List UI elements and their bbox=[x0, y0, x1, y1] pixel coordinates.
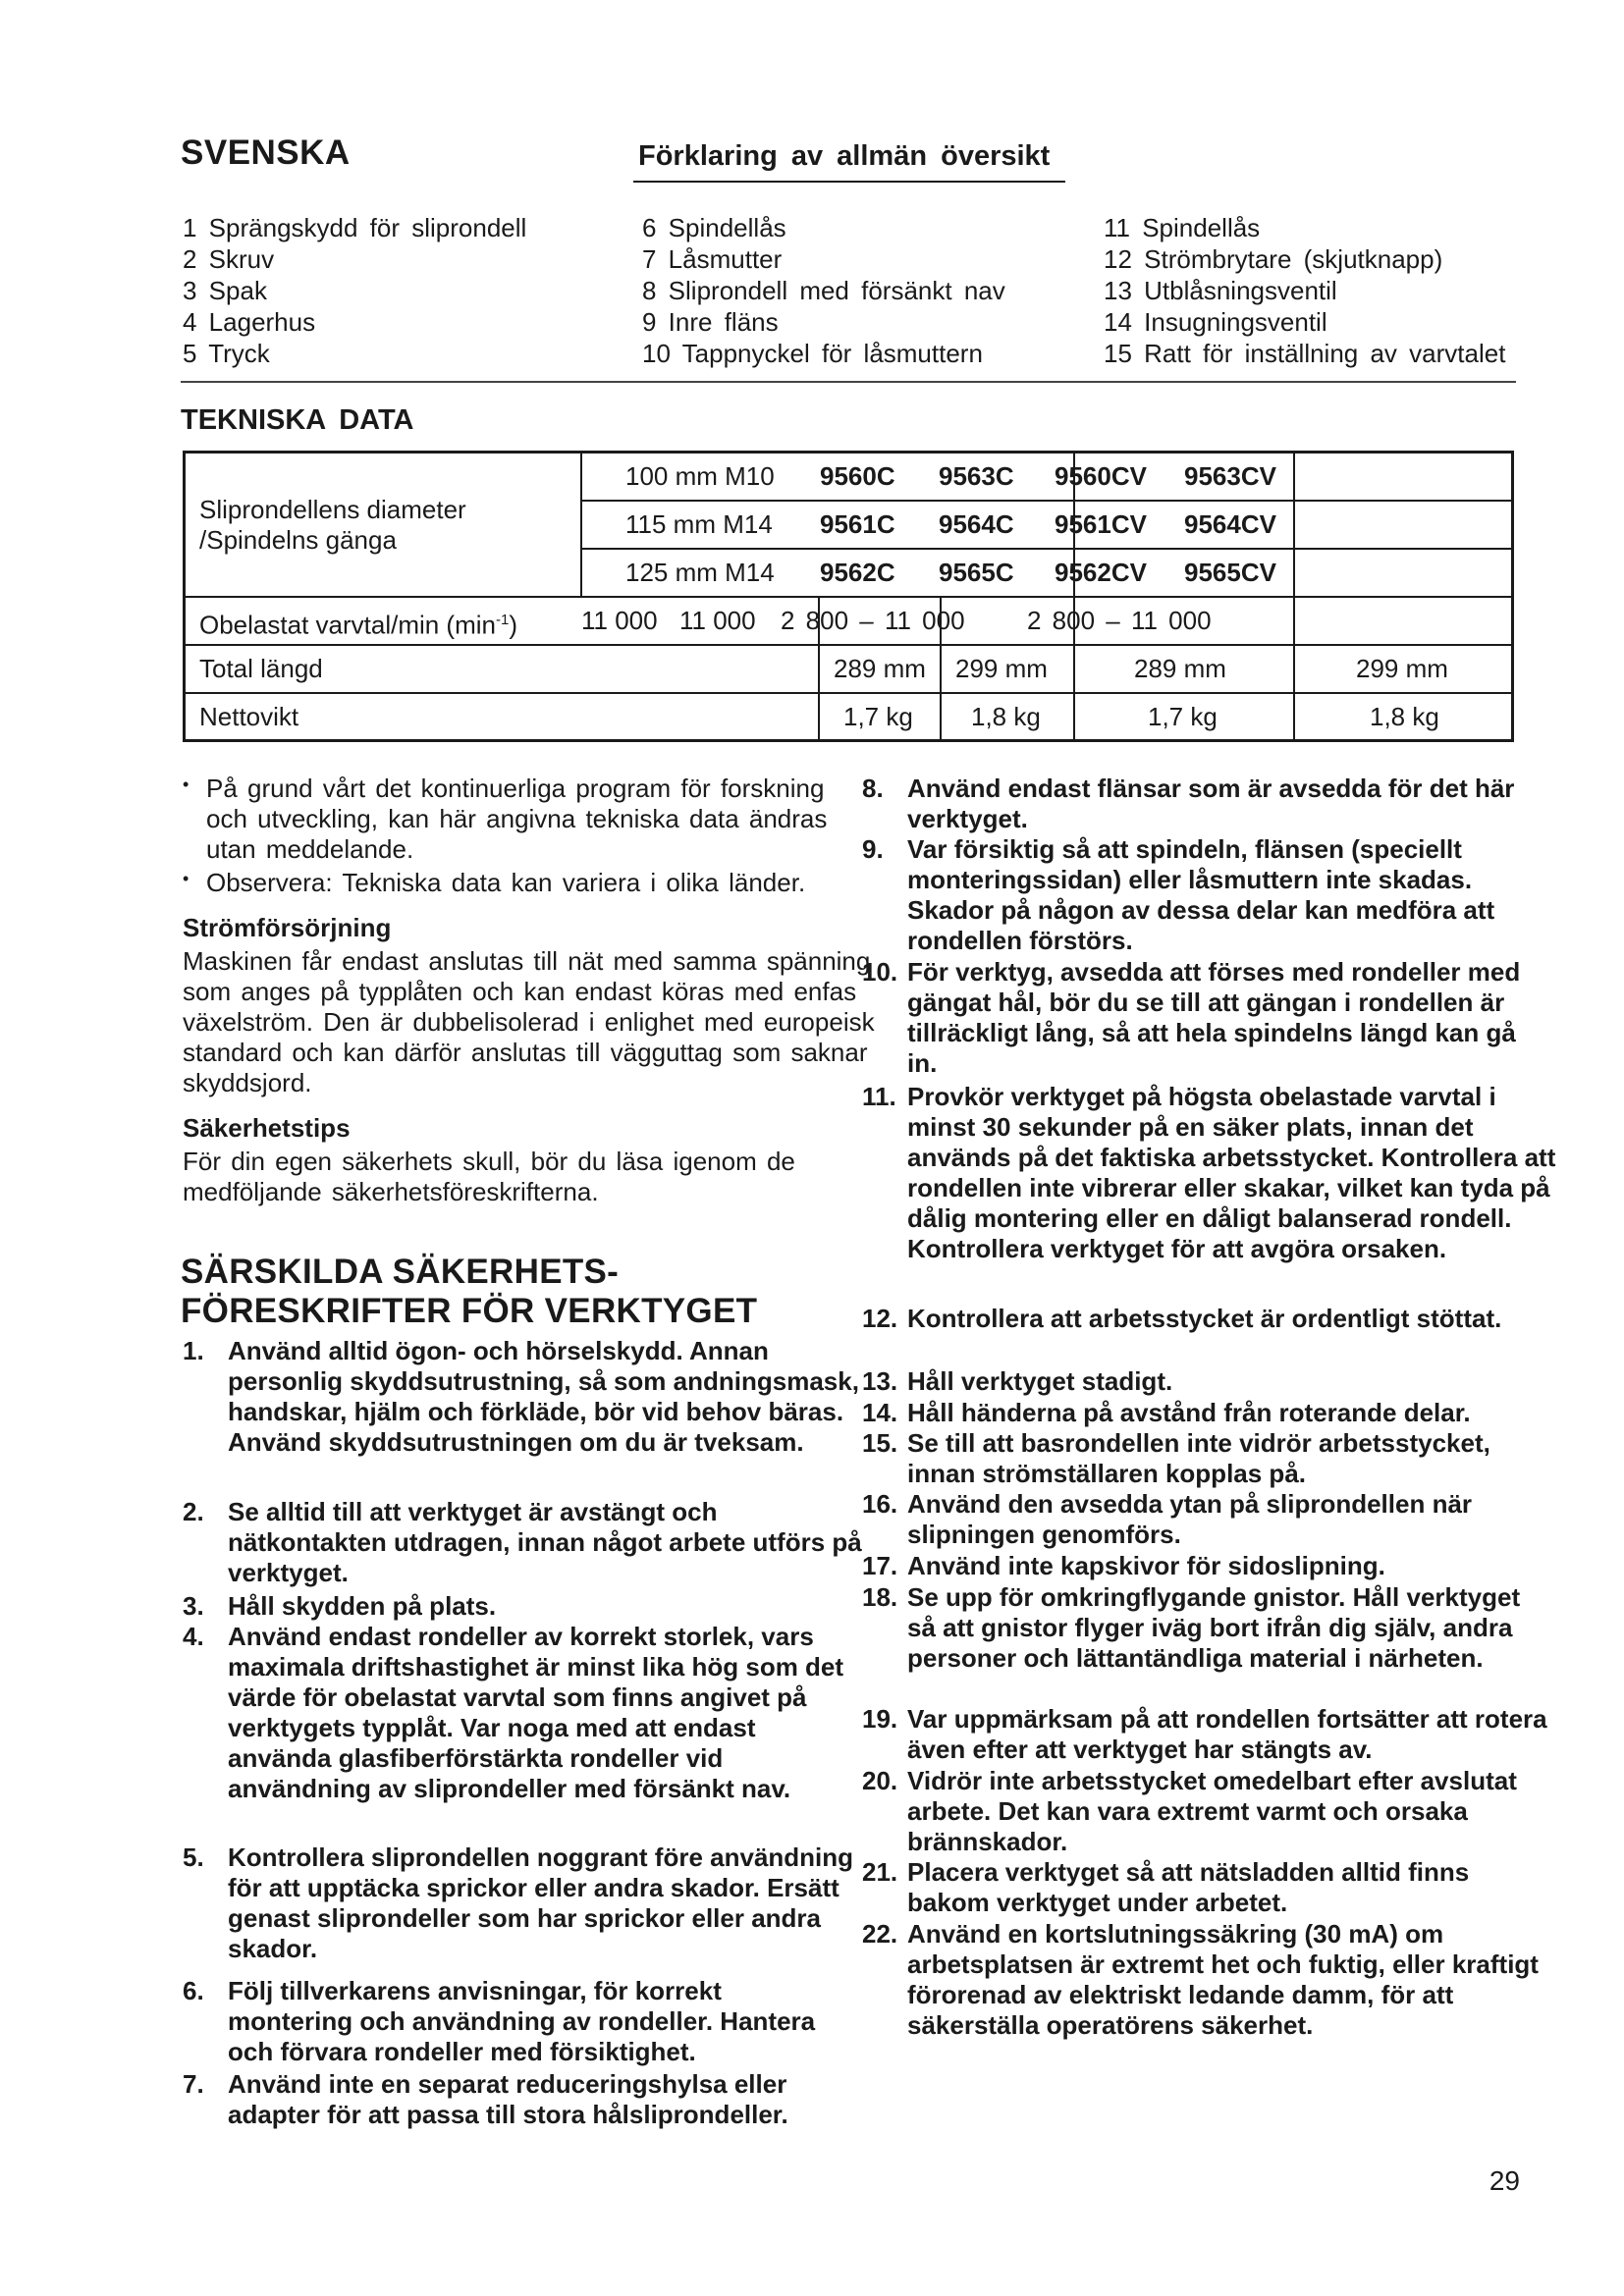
rule-number: 2. bbox=[183, 1497, 204, 1526]
weight-value: 1,7 kg bbox=[1148, 702, 1218, 731]
legend-item: 15 Ratt för inställning av varvtalet bbox=[1104, 339, 1506, 368]
speed-value: 2 800 – 11 000 bbox=[781, 606, 965, 635]
rule-text: Följ tillverkarens anvisningar, för korrekt montering och användning av rondeller. Hantera och förvara rondeller med försiktighet. bbox=[228, 1976, 816, 2066]
size-cell: 125 mm M14 bbox=[625, 558, 775, 587]
weight-label: Nettovikt bbox=[199, 702, 299, 731]
legend-item: 13 Utblåsningsventil bbox=[1104, 276, 1337, 305]
size-cell: 100 mm M10 bbox=[625, 461, 775, 491]
rule-text: Var försiktig så att spindeln, flänsen (speciellt monteringssidan) eller låsmuttern inte skadas. Skador på någon av dessa delar kan medföra att rondellen förstörs. bbox=[907, 834, 1495, 955]
rule-number: 7. bbox=[183, 2069, 204, 2099]
length-value: 299 mm bbox=[1356, 654, 1448, 683]
spec-table bbox=[183, 451, 1514, 742]
legend-item: 7 Låsmutter bbox=[642, 244, 783, 274]
note-text: På grund vårt det kontinuerliga program för forskning och utveckling, kan här angivna tekniska data ändras utan meddelande. bbox=[206, 774, 828, 864]
model-cell: 9561C bbox=[820, 509, 895, 539]
title-line: FÖRESKRIFTER FÖR VERKTYGET bbox=[181, 1292, 758, 1330]
rule-number: 4. bbox=[183, 1622, 204, 1651]
safety-tips-text: För din egen säkerhets skull, bör du läsa igenom de medföljande säkerhetsföreskrifterna. bbox=[183, 1147, 795, 1206]
power-text: Maskinen får endast anslutas till nät med samma spänning som anges på typplåten och kan endast köras med enfas växelström. Den är dubbelisolerad i enlighet med europeisk standard och kan därför anslutas till vägguttag som saknar skyddsjord. bbox=[183, 946, 875, 1097]
thread-label: /Spindelns gänga bbox=[199, 525, 397, 555]
rule-number: 10. bbox=[862, 957, 898, 987]
weight-value: 1,8 kg bbox=[971, 702, 1041, 731]
rule-text: Använd inte en separat reduceringshylsa eller adapter för att passa till stora hålsliprondeller. bbox=[228, 2069, 788, 2129]
table-line bbox=[1293, 454, 1295, 739]
safety-tips-title: Säkerhetstips bbox=[183, 1113, 351, 1143]
legend-item: 8 Sliprondell med försänkt nav bbox=[642, 276, 1005, 305]
legend-item: 10 Tappnyckel för låsmuttern bbox=[642, 339, 983, 368]
legend-item: 2 Skruv bbox=[183, 244, 275, 274]
table-line bbox=[186, 596, 1511, 598]
rule-text: Vidrör inte arbetsstycket omedelbart efter avslutat arbete. Det kan vara extremt varmt och orsaka brännskador. bbox=[907, 1766, 1517, 1856]
speed-label: Obelastat varvtal/min $(\min^{-1})$ bbox=[199, 610, 517, 640]
speed-value: 11 000 bbox=[679, 606, 756, 635]
rule-number: 8. bbox=[862, 774, 884, 803]
rule-text: Se till att basrondellen inte vidrör arbetsstycket, innan strömställaren kopplas på. bbox=[907, 1428, 1490, 1488]
rule-text: Håll händerna på avstånd från roterande delar. bbox=[907, 1398, 1471, 1427]
length-label: Total längd bbox=[199, 654, 323, 683]
rule-number: 15. bbox=[862, 1428, 898, 1458]
length-value: 299 mm bbox=[955, 654, 1048, 683]
model-cell: 9560CV bbox=[1055, 461, 1147, 491]
table-line bbox=[186, 644, 1511, 646]
length-value: 289 mm bbox=[1134, 654, 1226, 683]
table-line bbox=[1073, 454, 1075, 739]
note-2 bbox=[183, 868, 870, 898]
rule-text: Var uppmärksam på att rondellen fortsätter att rotera även efter att verktyget har stängts av. bbox=[907, 1704, 1547, 1764]
model-cell: 9562CV bbox=[1055, 558, 1147, 587]
special-rules-title bbox=[181, 1253, 757, 1331]
legend-item: 4 Lagerhus bbox=[183, 307, 316, 337]
rule-text: Placera verktyget så att nätsladden alltid finns bakom verktyget under arbetet. bbox=[907, 1857, 1470, 1917]
overview-title: Förklaring av allmän översikt bbox=[638, 140, 1051, 172]
model-cell: 9564CV bbox=[1184, 509, 1276, 539]
title-underline bbox=[633, 181, 1065, 183]
rule-number: 1. bbox=[183, 1336, 204, 1365]
rule-text: Se upp för omkringflygande gnistor. Håll verktyget så att gnistor flyger iväg bort ifrån dig själv, andra personer och lättantändliga material i närheten. bbox=[907, 1582, 1521, 1673]
model-cell: 9565CV bbox=[1184, 558, 1276, 587]
rule-text: För verktyg, avsedda att förses med rondeller med gängat hål, bör du se till att gängan i rondellen är tillräckligt lång, så att hela spindelns längd kan gå in. bbox=[907, 957, 1521, 1078]
rule-number: 12. bbox=[862, 1304, 898, 1333]
speed-value: 11 000 bbox=[581, 606, 658, 635]
legend-item: 5 Tryck bbox=[183, 339, 270, 368]
title-line: SÄRSKILDA SÄKERHETS- bbox=[181, 1253, 620, 1291]
legend-item: 6 Spindellås bbox=[642, 213, 786, 242]
rule-text: Använd alltid ögon- och hörselskydd. Annan personlig skyddsutrustning, så som andningsmask, handskar, hjälm och förkläde, bör vid behov bäras. Använd skyddsutrustningen om du är tveksam. bbox=[228, 1336, 859, 1457]
size-cell: 115 mm M14 bbox=[625, 509, 773, 539]
diameter-label: Sliprondellens diameter bbox=[199, 495, 466, 524]
weight-value: 1,7 kg bbox=[843, 702, 913, 731]
bullet-icon: • bbox=[183, 869, 189, 888]
table-line bbox=[186, 692, 1511, 694]
rule-text: Använd den avsedda ytan på sliprondellen när slipningen genomförs. bbox=[907, 1489, 1473, 1549]
rule-text: Kontrollera sliprondellen noggrant före användning för att upptäcka sprickor eller andra skador. Ersätt genast sliprondeller som har sprickor eller andra skador. bbox=[228, 1842, 854, 1963]
legend-item: 9 Inre fläns bbox=[642, 307, 779, 337]
length-value: 289 mm bbox=[834, 654, 926, 683]
legend-item: 14 Insugningsventil bbox=[1104, 307, 1327, 337]
rule-number: 9. bbox=[862, 834, 884, 864]
rule-text: Se alltid till att verktyget är avstängt och nätkontakten utdragen, innan något arbete utförs på verktyget. bbox=[228, 1497, 862, 1587]
page-number: 29 bbox=[1489, 2165, 1520, 2196]
language-title: SVENSKA bbox=[181, 133, 351, 172]
note-text: Observera: Tekniska data kan variera i olika länder. bbox=[206, 868, 806, 897]
rule-number: 16. bbox=[862, 1489, 898, 1519]
legend-item: 3 Spak bbox=[183, 276, 267, 305]
power-title: Strömförsörjning bbox=[183, 913, 392, 942]
rule-number: 20. bbox=[862, 1766, 898, 1795]
legend-column-3 bbox=[1104, 212, 1505, 369]
model-cell: 9563C bbox=[939, 461, 1014, 491]
rule-number: 6. bbox=[183, 1976, 204, 2005]
rule-number: 22. bbox=[862, 1919, 898, 1949]
rule-number: 13. bbox=[862, 1366, 898, 1396]
model-cell: 9564C bbox=[939, 509, 1014, 539]
rule-text: Använd en kortslutningssäkring (30 mA) om arbetsplatsen är extremt het och fuktig, eller kraftigt förorenad av elektriskt ledande damm, för att säkerställa operatörens säkerhet. bbox=[907, 1919, 1539, 2040]
rule-number: 21. bbox=[862, 1857, 898, 1887]
section-divider bbox=[181, 381, 1516, 383]
legend-item: 11 Spindellås bbox=[1104, 213, 1261, 242]
rule-text: Använd inte kapskivor för sidoslipning. bbox=[907, 1551, 1385, 1580]
rule-number: 3. bbox=[183, 1591, 204, 1621]
rule-text: Provkör verktyget på högsta obelastade varvtal i minst 30 sekunder på en säker plats, innan det används på det faktiska arbetsstycket. Kontrollera att rondellen inte vibrerar eller skakar, vilket kan tyda på dålig montering eller en dåligt balanserad rondell. Kontrollera verktyget för att avgöra orsaken. bbox=[907, 1082, 1556, 1263]
legend-item: 1 Sprängskydd för sliprondell bbox=[183, 213, 527, 242]
table-line bbox=[581, 548, 1511, 550]
rule-number: 17. bbox=[862, 1551, 898, 1580]
rule-text: Använd endast rondeller av korrekt storlek, vars maximala driftshastighet är minst lika hög som det värde för obelastat varvtal som finns angivet på verktygets typplåt. Var noga med att endast använda glasfiberförstärkta rondeller vid användning av sliprondeller med försänkt nav. bbox=[228, 1622, 844, 1803]
table-line bbox=[581, 500, 1511, 502]
legend-column-2 bbox=[642, 212, 1005, 369]
legend-column-1 bbox=[183, 212, 526, 369]
rule-number: 19. bbox=[862, 1704, 898, 1734]
model-cell: 9562C bbox=[820, 558, 895, 587]
model-cell: 9560C bbox=[820, 461, 895, 491]
rule-number: 14. bbox=[862, 1398, 898, 1427]
weight-value: 1,8 kg bbox=[1370, 702, 1439, 731]
table-line bbox=[580, 454, 582, 596]
rule-number: 5. bbox=[183, 1842, 204, 1872]
rule-text: Kontrollera att arbetsstycket är ordentligt stöttat. bbox=[907, 1304, 1502, 1333]
speed-value: 2 800 – 11 000 bbox=[1027, 606, 1212, 635]
rule-number: 18. bbox=[862, 1582, 898, 1612]
model-cell: 9563CV bbox=[1184, 461, 1276, 491]
tech-data-title: TEKNISKA DATA bbox=[181, 404, 414, 436]
rule-text: Håll verktyget stadigt. bbox=[907, 1366, 1173, 1396]
model-cell: 9561CV bbox=[1055, 509, 1147, 539]
rule-text: Använd endast flänsar som är avsedda för det här verktyget. bbox=[907, 774, 1515, 833]
note-1 bbox=[183, 774, 870, 865]
bullet-icon: • bbox=[183, 774, 189, 794]
rule-number: 11. bbox=[862, 1082, 896, 1111]
model-cell: 9565C bbox=[939, 558, 1014, 587]
rule-text: Håll skydden på plats. bbox=[228, 1591, 497, 1621]
legend-item: 12 Strömbrytare (skjutknapp) bbox=[1104, 244, 1443, 274]
